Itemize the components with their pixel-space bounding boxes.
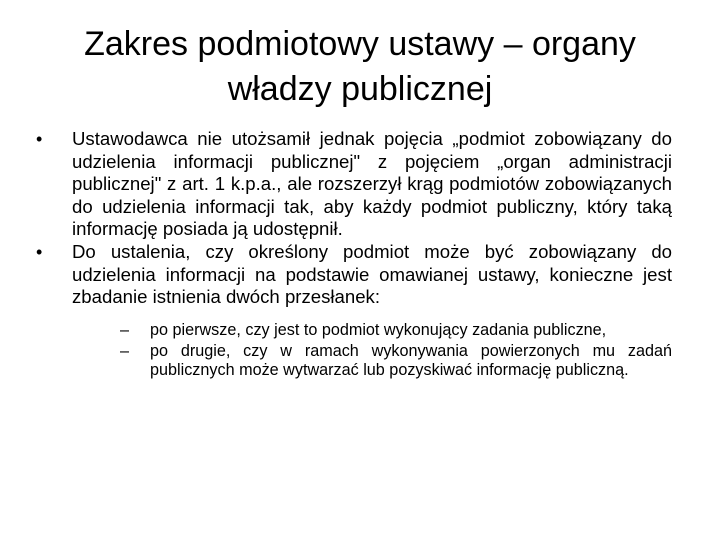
bullet-marker: • — [36, 129, 43, 149]
bullet-text: Do ustalenia, czy określony podmiot może być zobowiązany do udzielenia informacji na podstawie omawianej ustawy, konieczne jest zbadanie istnienia dwóch przesłanek: — [72, 240, 672, 308]
sub-bullet-text: po pierwsze, czy jest to podmiot wykonujący zadania publiczne, — [150, 320, 607, 339]
bullet-list — [30, 128, 672, 380]
dash-marker: – — [120, 320, 130, 339]
bullet-marker: • — [36, 241, 43, 262]
sub-bullet-item — [72, 342, 672, 380]
sub-bullet-text: po drugie, czy w ramach wykonywania powierzonych mu zadań publicznych może wytwarzać lub pozyskiwać informację publiczną. — [150, 341, 672, 379]
bullet-item — [30, 128, 672, 241]
slide-title: Zakres podmiotowy ustawy – organy władzy publicznej — [84, 25, 636, 108]
slide-content — [30, 128, 672, 382]
bullet-item — [30, 241, 672, 380]
sub-bullet-list — [72, 321, 672, 380]
dash-marker: – — [120, 341, 130, 360]
sub-bullet-item — [72, 321, 672, 340]
bullet-text: Ustawodawca nie utożsamił jednak pojęcia „podmiot zobowiązany do udzielenia informacji publicznej" z pojęciem „organ administracji publicznej" z art. 1 k.p.a., ale rozszerzył krąg podmiotów zobowiązanych do udzielenia informacji tak, aby każdy podmiot publiczny, który taką informację posiada ją udostępnił. — [72, 128, 672, 240]
